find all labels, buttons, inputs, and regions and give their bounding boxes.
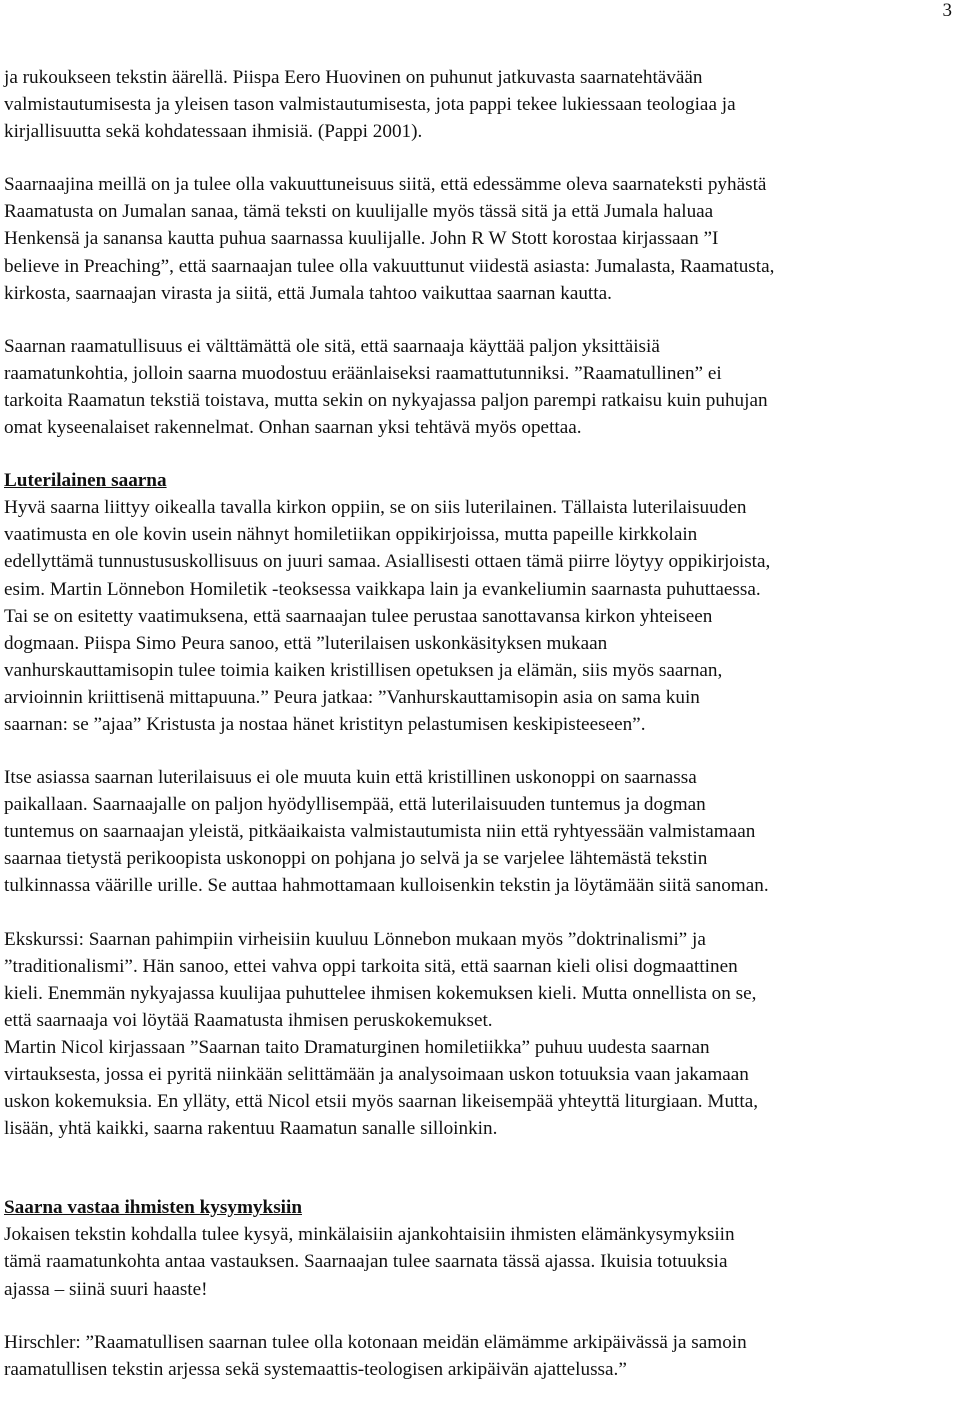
paragraph-lutheran-doctrine: Hyvä saarna liittyy oikealla tavalla kirkon oppiin, se on siis luterilainen. Tällaista luterilaisuuden vaatimusta en ole kovin usein nähnyt homiletiikan oppikirjoissa, mutta papeille kirkkolain edellyttämä tunnustususkollisuus on juuri samaa. Asiallisesti ottaen tämä piirre löytyy oppikirjoista, esim. Martin Lönnebon Homiletik -teoksessa vaikkapa lain ja evankeliumin saarnasta puhuttaessa. Tai se on esitetty vaatimuksena, että saarnaajan tulee perustaa sanottavansa kirkon yhteiseen dogmaan. Piispa Simo Peura sanoo, että ”luterilaisen uskonkäsityksen mukaan vanhurskauttamisopin tulee toimia kaiken kristillisen opetuksen ja elämän, siis myös saarnan, arvioinnin kriittisenä mittapuuna.” Peura jatkaa: ”Vanhurskauttamisopin asia on sama kuin saarnan: se ”ajaa” Kristusta ja nostaa hänet kristityn pelastumisen keskipisteeseen”.	[4, 497, 771, 735]
document-body	[4, 64, 960, 1383]
section-heading-lutheran-sermon: Luterilainen saarna	[4, 470, 167, 492]
paragraph-biblical-sermon: Saarnan raamatullisuus ei välttämättä ole sitä, että saarnaaja käyttää paljon yksittäisiä raamatunkohtia, jolloin saarna muodostuu eräänlaiseksi raamattutunniksi. ”Raamatullinen” ei tarkoita Raamatun tekstiä toistava, mutta sekin on nykyajassa paljon parempi ratkaisu kuin puhujan omat kyseenalaiset rakennelmat. Onhan saarnan yksi tehtävä myös opettaa.	[4, 335, 768, 439]
paragraph-lutheranism-in-practice: Itse asiassa saarnan luterilaisuus ei ole muuta kuin että kristillinen uskonoppi on saarnassa paikallaan. Saarnaajalle on paljon hyödyllisempää, että luterilaisuuden tuntemus ja dogman tuntemus on saarnaajan yleistä, pitkäaikaista valmistautumista niin että ryhtyessään valmistamaan saarnaa tietystä perikoopista uskonoppi on pohjana jo selvä ja se varjelee lähtemästä tekstin tulkinnassa väärille urille. Se auttaa hahmottamaan kulloisenkin tekstin ja löytämään siitä sanoman.	[4, 767, 769, 897]
paragraph-excursus: Ekskurssi: Saarnan pahimpiin virheisiin kuuluu Lönnebon mukaan myös ”doktrinalismi” ja ”traditionalismi”. Hän sanoo, ettei vahva oppi tarkoita sitä, että saarnan kieli olisi dogmaattinen kieli. Enemmän nykyajassa kuulijaa puhuttelee ihmisen kokemuksen kieli. Mutta onnellista on se, että saarnaaja voi löytää Raamatusta ihmisen peruskokemukset.	[4, 928, 757, 1031]
paragraph-intro-continuation: ja rukoukseen tekstin äärellä. Piispa Eero Huovinen on puhunut jatkuvasta saarnatehtävään valmistautumisesta ja yleisen tason valmistautumisesta, jota pappi tekee lukiessaan teologiaa ja kirjallisuutta sekä kohdatessaan ihmisiä. (Pappi 2001).	[4, 67, 736, 143]
paragraph-life-questions: Jokaisen tekstin kohdalla tulee kysyä, minkälaisiin ajankohtaisiin ihmisten elämänkysymyksiin tämä raamatunkohta antaa vastauksen. Saarnaajan tulee saarnata tässä ajassa. Ikuisia totuuksia ajassa – siinä suuri haaste!	[4, 1224, 735, 1300]
paragraph-hirschler-quote: Hirschler: ”Raamatullisen saarnan tulee olla kotonaan meidän elämämme arkipäivässä ja samoin raamatullisen tekstin arjessa sekä systemaattis-teologisen arkipäivän ajattelussa.”	[4, 1331, 747, 1380]
section-heading-answers-questions: Saarna vastaa ihmisten kysymyksiin	[4, 1197, 302, 1219]
page-number: 3	[942, 0, 952, 21]
paragraph-martin-nicol: Martin Nicol kirjassaan ”Saarnan taito Dramaturginen homiletiikka” puhuu uudesta saarnan virtauksesta, jossa ei pyritä niinkään selittämään ja analysoimaan uskon totuuksia vaan jakamaan uskon kokemuksia. En ylläty, että Nicol etsii myös saarnan likeisempää yhteyttä liturgiaan. Mutta, lisään, yhtä kaikki, saarna rakentuu Raamatun sanalle silloinkin.	[4, 1036, 759, 1140]
paragraph-conviction: Saarnaajina meillä on ja tulee olla vakuuttuneisuus siitä, että edessämme oleva saarnateksti pyhästä Raamatusta on Jumalan sanaa, tämä teksti on kuulijalle myös tässä sitä ja että Jumala haluaa Henkensä ja sanansa kautta puhua saarnassa kuulijalle. John R W Stott korostaa kirjassaan ”I believe in Preaching”, että saarnaajan tulee olla vakuuttunut viidestä asiasta: Jumalasta, Raamatusta, kirkosta, saarnaajan virasta ja siitä, että Jumala tahtoo vaikuttaa saarnan kautta.	[4, 174, 775, 304]
